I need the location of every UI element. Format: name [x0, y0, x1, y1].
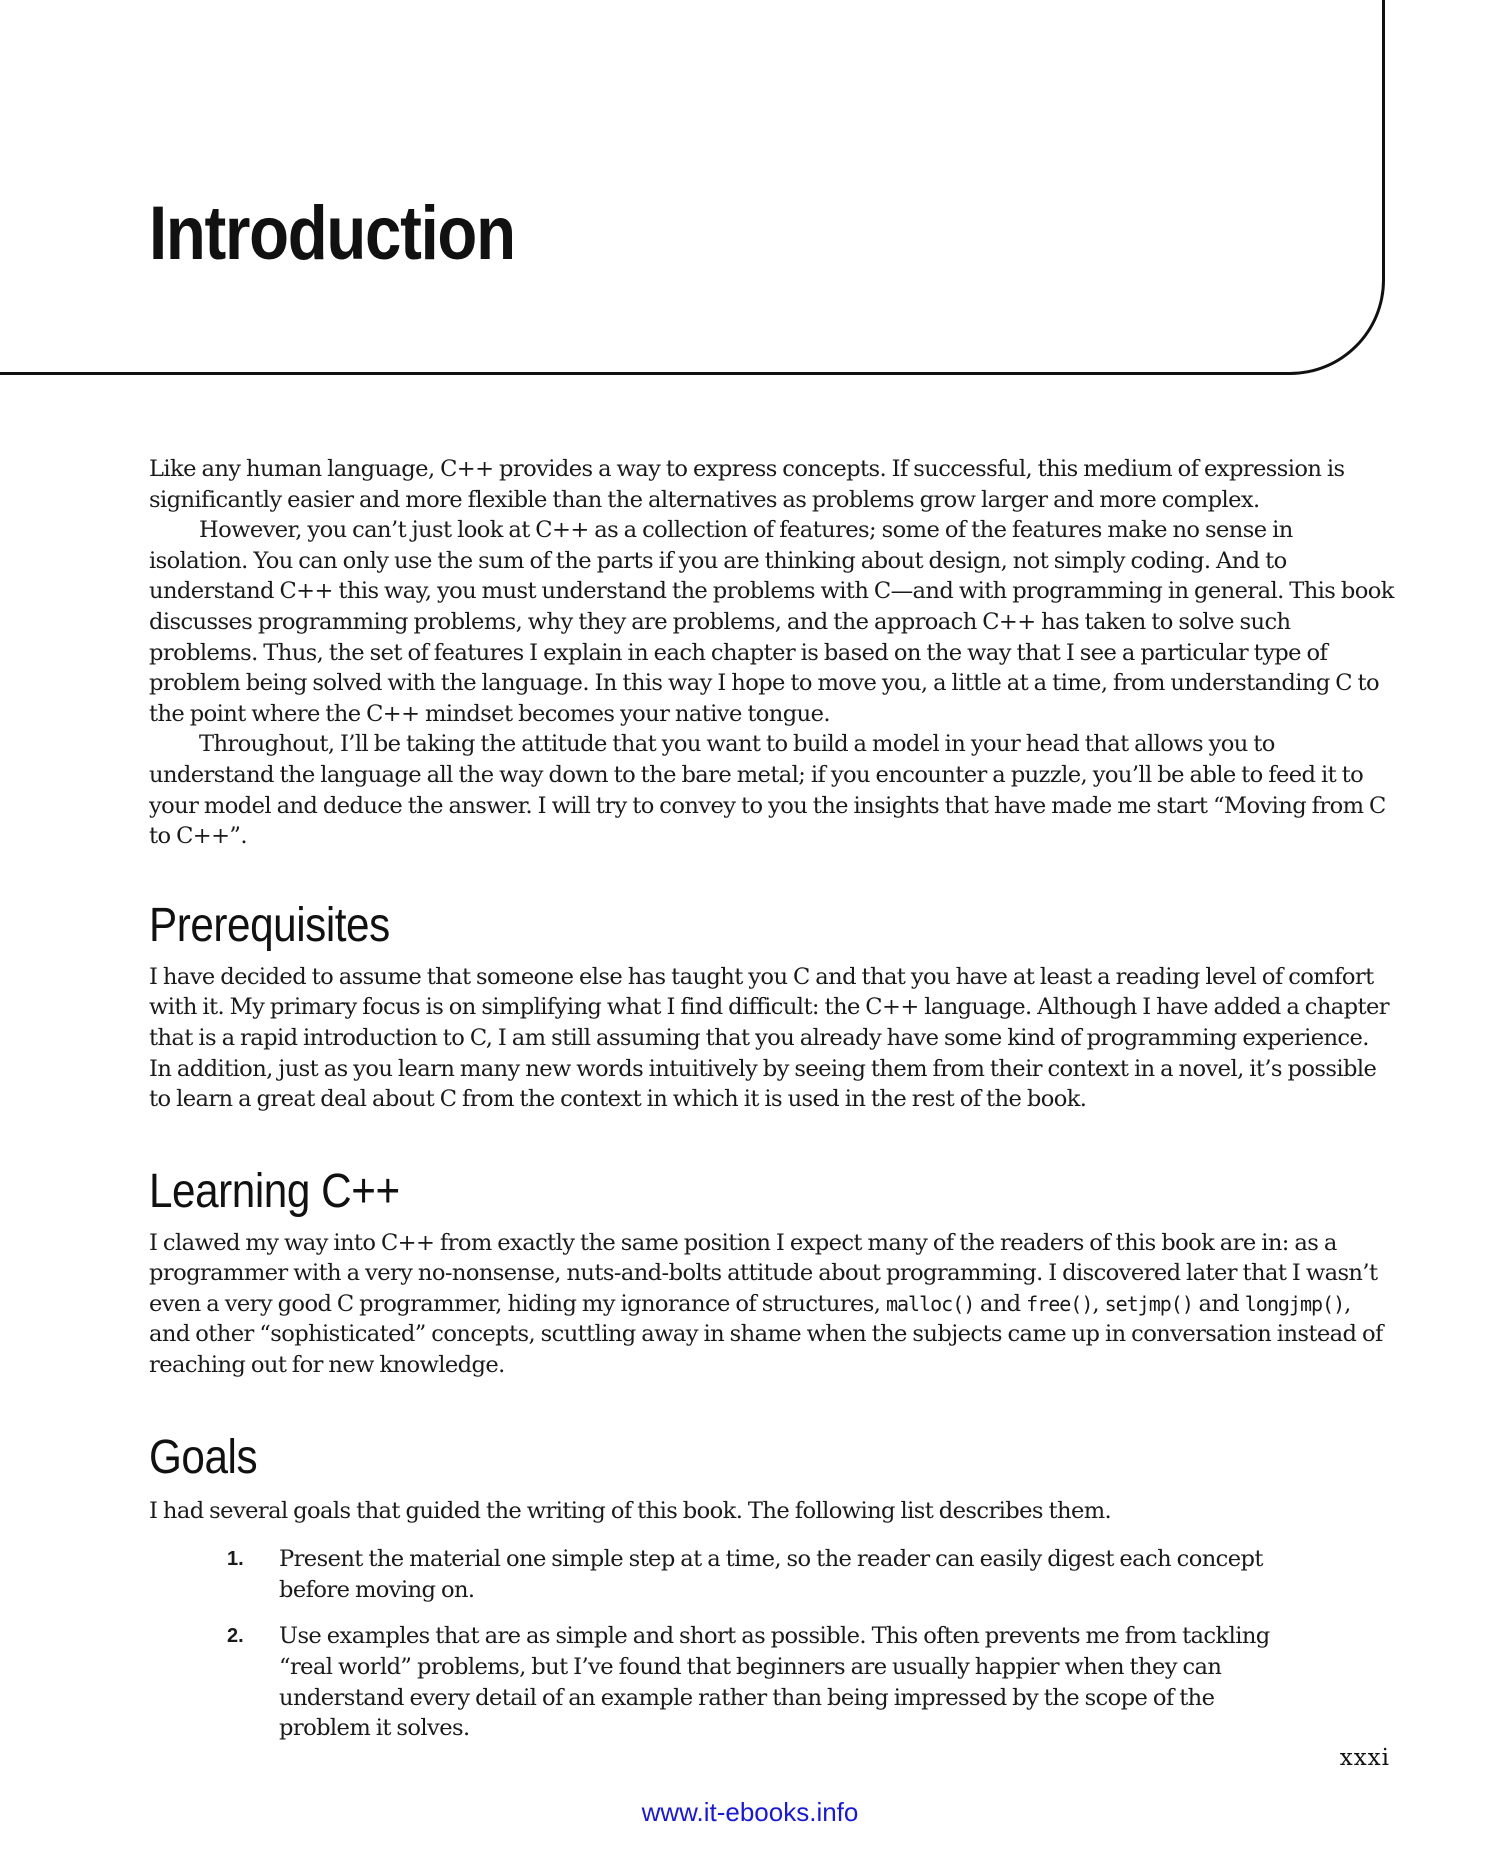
code-longjmp: longjmp()	[1244, 1291, 1345, 1316]
goals-intro-paragraph: I had several goals that guided the writing of this book. The following list describes them.	[149, 1497, 1112, 1524]
learning-conjunction-2: and	[1192, 1290, 1245, 1317]
page-content	[149, 454, 1394, 1760]
goals-list-item	[149, 1621, 1279, 1743]
page-number: xxxi	[1339, 1745, 1390, 1771]
list-item-text: Present the material one simple step at a time, so the reader can easily digest each concept before moving on.	[279, 1546, 1263, 1603]
learning-text-part-2: , and other “sophisticated” concepts, scuttling away in shame when the subjects came up in conversation instead of reaching out for new knowledge.	[149, 1290, 1383, 1379]
goals-list-item	[149, 1544, 1279, 1605]
section-heading-prerequisites: Prerequisites	[149, 898, 390, 952]
code-setjmp: setjmp()	[1104, 1291, 1193, 1316]
section-heading-learning-cpp: Learning C++	[149, 1164, 400, 1218]
code-free: free()	[1026, 1291, 1093, 1316]
watermark-link[interactable]: www.it-ebooks.info	[641, 1797, 859, 1827]
chapter-header-frame	[0, 0, 1385, 375]
section-heading-goals: Goals	[149, 1430, 258, 1484]
intro-paragraph-2: However, you can’t just look at C++ as a collection of features; some of the features make no sense in isolation. You can only use the sum of the parts if you are thinking about design, not simply coding. And to understand C++ this way, you must understand the problems with C—and with programming in general. This book discusses programming problems, why they are problems, and the approach C++ has taken to solve such problems. Thus, the set of features I explain in each chapter is based on the way that I see a particular type of problem being solved with the language. In this way I hope to move you, a little at a time, from understanding C to the point where the C++ mindset becomes your native tongue.	[149, 517, 1394, 727]
learning-conjunction-1: and	[974, 1290, 1027, 1317]
learning-paragraph	[149, 1228, 1394, 1381]
chapter-title: Introduction	[149, 191, 515, 276]
intro-paragraph-1: Like any human language, C++ provides a way to express concepts. If successful, this medium of expression is significantly easier and more flexible than the alternatives as problems grow larger and more complex.	[149, 456, 1345, 513]
learning-text-part-1: I clawed my way into C++ from exactly the same position I expect many of the readers of this book are in: as a programmer with a very no-nonsense, nuts-and-bolts attitude about programming. I discovered later that I wasn’t even a very good C programmer, hiding my ignorance of structures,	[149, 1229, 1378, 1317]
prerequisites-paragraph: I have decided to assume that someone else has taught you C and that you have at least a reading level of comfort with it. My primary focus is on simplifying what I find difficult: the C++ language. Although I have added a chapter that is a rapid introduction to C, I am still assuming that you already have some kind of programming experience. In addition, just as you learn many new words intuitively by seeing them from their context in a novel, it’s possible to learn a great deal about C from the context in which it is used in the rest of the book.	[149, 963, 1389, 1113]
code-malloc: malloc()	[885, 1291, 975, 1316]
list-item-number: 1.	[227, 1548, 244, 1571]
learning-separator: ,	[1092, 1290, 1105, 1317]
goals-list	[149, 1544, 1394, 1744]
list-item-number: 2.	[227, 1625, 244, 1648]
intro-paragraph-3: Throughout, I’ll be taking the attitude that you want to build a model in your head that allows you to understand the language all the way down to the bare metal; if you encounter a puzzle, you’ll be able to feed it to your model and deduce the answer. I will try to convey to you the insights that have made me start “Moving from C to C++”.	[149, 731, 1386, 850]
list-item-text: Use examples that are as simple and short as possible. This often prevents me from tackling “real world” problems, but I’ve found that beginners are usually happier when they can understand every detail of an example rather than being impressed by the scope of the problem it solves.	[279, 1623, 1270, 1742]
